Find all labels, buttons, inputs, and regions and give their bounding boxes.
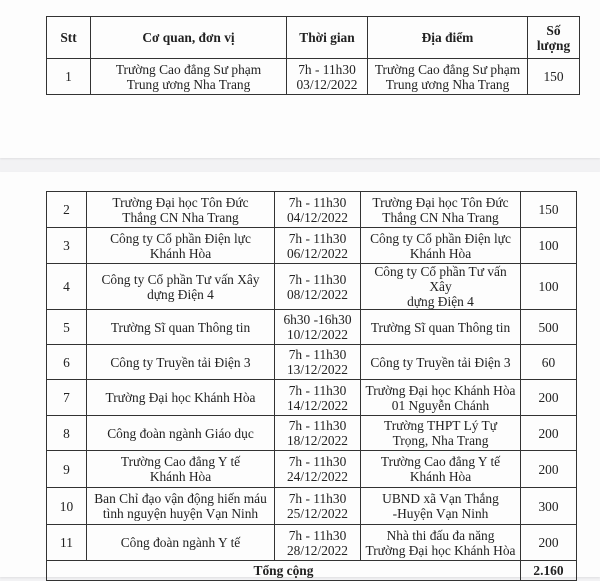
cell-thoi-gian: 7h - 11h30 14/12/2022 xyxy=(275,380,361,416)
cell-dia-diem: Trường THPT Lý Tự Trọng, Nha Trang xyxy=(361,416,521,451)
table-row xyxy=(47,451,577,488)
table-row xyxy=(47,345,577,380)
table-row xyxy=(47,310,577,345)
cell-so-luong: 150 xyxy=(528,59,580,95)
table-row xyxy=(47,264,577,310)
total-row xyxy=(47,561,577,581)
table-header-row xyxy=(47,17,580,59)
cell-stt: 7 xyxy=(47,380,87,416)
cell-stt: 4 xyxy=(47,264,87,310)
cell-so-luong: 500 xyxy=(521,310,577,345)
cell-co-quan: Trường Đại học Tôn Đức Thắng CN Nha Trang xyxy=(87,192,275,228)
cell-so-luong: 100 xyxy=(521,264,577,310)
cell-dia-diem: Nhà thi đấu đa năng Trường Đại học Khánh Hòa xyxy=(361,525,521,561)
cell-thoi-gian: 7h - 11h30 08/12/2022 xyxy=(275,264,361,310)
total-label: Tổng cộng xyxy=(47,561,521,581)
cell-stt: 2 xyxy=(47,192,87,228)
cell-so-luong: 60 xyxy=(521,345,577,380)
cell-dia-diem: Trường Cao đẳng Sư phạm Trung ương Nha Trang xyxy=(368,59,528,95)
header-so-luong: Số lượng xyxy=(528,17,580,59)
cell-so-luong: 200 xyxy=(521,525,577,561)
cell-stt: 10 xyxy=(47,488,87,525)
header-dia-diem: Địa điểm xyxy=(368,17,528,59)
cell-co-quan: Công ty Truyền tải Điện 3 xyxy=(87,345,275,380)
cell-thoi-gian: 7h - 11h30 24/12/2022 xyxy=(275,451,361,488)
cell-so-luong: 300 xyxy=(521,488,577,525)
cell-stt: 11 xyxy=(47,525,87,561)
cell-co-quan: Trường Cao đẳng Y tế Khánh Hòa xyxy=(87,451,275,488)
cell-stt: 5 xyxy=(47,310,87,345)
cell-co-quan: Ban Chỉ đạo vận động hiến máu tình nguyện huyện Vạn Ninh xyxy=(87,488,275,525)
header-thoi-gian: Thời gian xyxy=(287,17,368,59)
table-row xyxy=(47,192,577,228)
header-stt: Stt xyxy=(47,17,91,59)
schedule-table-continued xyxy=(46,191,577,581)
cell-dia-diem: Trường Sĩ quan Thông tin xyxy=(361,310,521,345)
cell-thoi-gian: 7h - 11h30 25/12/2022 xyxy=(275,488,361,525)
cell-co-quan: Công ty Cổ phần Điện lực Khánh Hòa xyxy=(87,228,275,264)
cell-thoi-gian: 7h - 11h30 18/12/2022 xyxy=(275,416,361,451)
cell-stt: 1 xyxy=(47,59,91,95)
cell-thoi-gian: 6h30 -16h30 10/12/2022 xyxy=(275,310,361,345)
cell-so-luong: 200 xyxy=(521,451,577,488)
cell-so-luong: 200 xyxy=(521,416,577,451)
document-page-1 xyxy=(0,0,600,158)
cell-dia-diem: UBND xã Vạn Thắng -Huyện Vạn Ninh xyxy=(361,488,521,525)
cell-thoi-gian: 7h - 11h30 13/12/2022 xyxy=(275,345,361,380)
cell-dia-diem: Trường Cao đẳng Y tế Khánh Hòa xyxy=(361,451,521,488)
cell-thoi-gian: 7h - 11h30 04/12/2022 xyxy=(275,192,361,228)
cell-dia-diem: Công ty Cổ phần Điện lực Khánh Hòa xyxy=(361,228,521,264)
cell-dia-diem: Công ty Truyền tải Điện 3 xyxy=(361,345,521,380)
cell-thoi-gian: 7h - 11h30 06/12/2022 xyxy=(275,228,361,264)
table-row xyxy=(47,416,577,451)
cell-so-luong: 150 xyxy=(521,192,577,228)
table-row xyxy=(47,380,577,416)
total-value: 2.160 xyxy=(521,561,577,581)
cell-dia-diem: Công ty Cổ phần Tư vấn Xây dựng Điện 4 xyxy=(361,264,521,310)
cell-co-quan: Công đoàn ngành Giáo dục xyxy=(87,416,275,451)
cell-stt: 3 xyxy=(47,228,87,264)
cell-so-luong: 200 xyxy=(521,380,577,416)
header-co-quan: Cơ quan, đơn vị xyxy=(91,17,287,59)
cell-dia-diem: Trường Đại học Tôn Đức Thắng CN Nha Trang xyxy=(361,192,521,228)
cell-thoi-gian: 7h - 11h30 28/12/2022 xyxy=(275,525,361,561)
cell-co-quan: Trường Cao đẳng Sư phạm Trung ương Nha Trang xyxy=(91,59,287,95)
table-row xyxy=(47,59,580,95)
cell-thoi-gian: 7h - 11h30 03/12/2022 xyxy=(287,59,368,95)
cell-dia-diem: Trường Đại học Khánh Hòa 01 Nguyễn Chánh xyxy=(361,380,521,416)
table-row xyxy=(47,525,577,561)
cell-co-quan: Công ty Cổ phần Tư vấn Xây dựng Điện 4 xyxy=(87,264,275,310)
cell-stt: 8 xyxy=(47,416,87,451)
cell-stt: 9 xyxy=(47,451,87,488)
cell-co-quan: Trường Đại học Khánh Hòa xyxy=(87,380,275,416)
cell-co-quan: Công đoàn ngành Y tế xyxy=(87,525,275,561)
schedule-table-header-part xyxy=(46,16,580,95)
cell-co-quan: Trường Sĩ quan Thông tin xyxy=(87,310,275,345)
cell-stt: 6 xyxy=(47,345,87,380)
table-row xyxy=(47,488,577,525)
document-page-2 xyxy=(0,172,600,577)
cell-so-luong: 100 xyxy=(521,228,577,264)
table-row xyxy=(47,228,577,264)
